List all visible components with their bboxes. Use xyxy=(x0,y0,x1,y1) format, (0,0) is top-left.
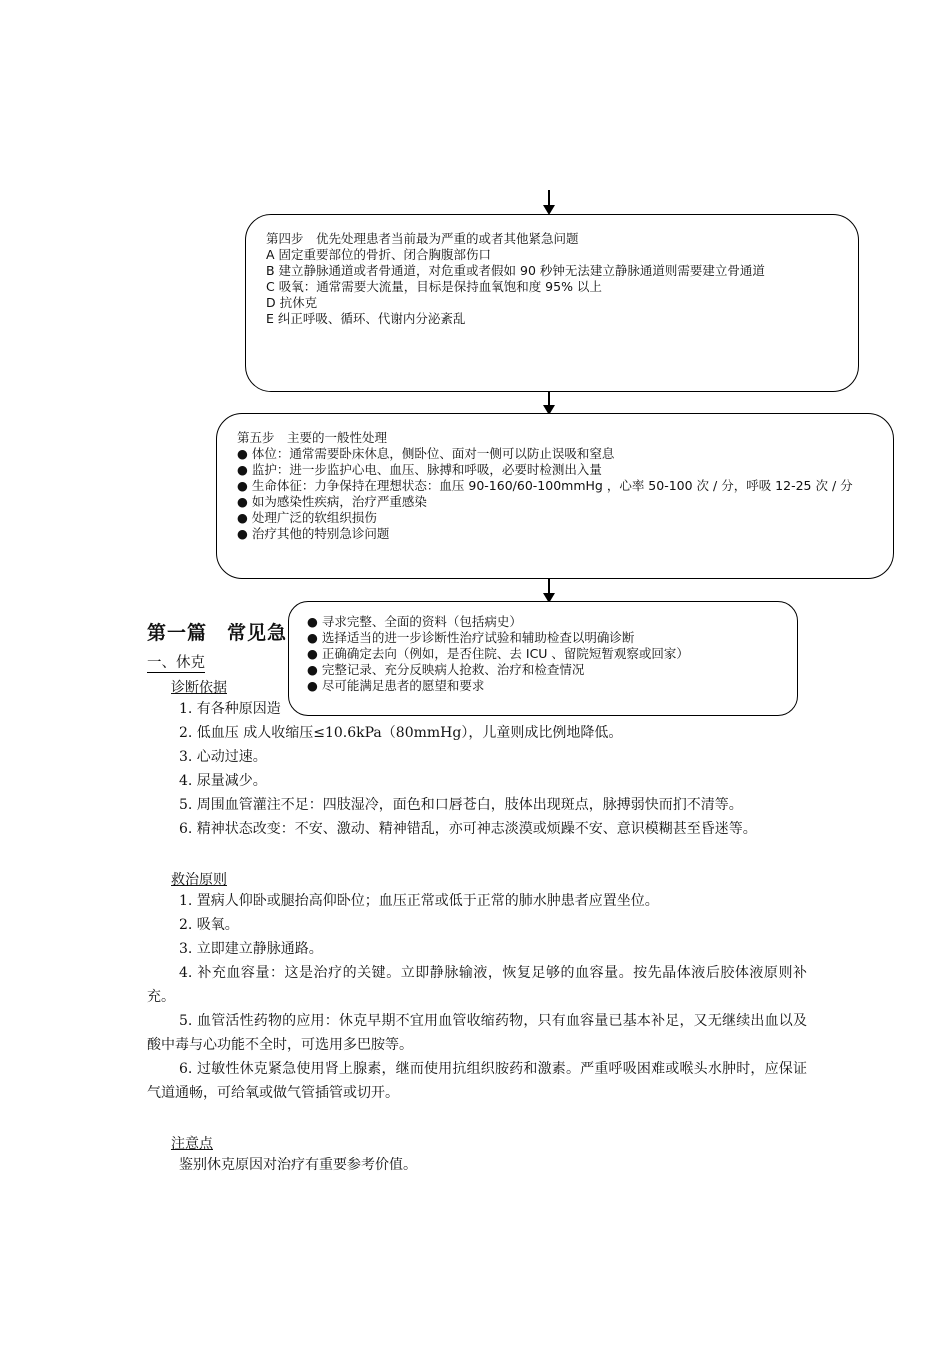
step5-title: 第五步 主要的一般性处理 xyxy=(237,430,388,445)
diagnosis-item: 1. 有各种原因造 xyxy=(179,701,281,717)
diagnosis-item: 3. 心动过速。 xyxy=(179,749,267,765)
flow-arrow-step5-to-step6 xyxy=(548,579,550,601)
diagnosis-item: 2. 低血压 成人收缩压≤10.6kPa（80mmHg），儿童则成比例地降低。 xyxy=(179,725,623,741)
part-heading: 第一篇 常见急 xyxy=(147,622,288,644)
step5-item: ● 处理广泛的软组织损伤 xyxy=(237,510,873,526)
step4-item: D 抗休克 xyxy=(266,295,318,310)
diagnosis-item: 6. 精神状态改变：不安、激动、精神错乱，亦可神志淡漠或烦躁不安、意识模糊甚至昏迷等。 xyxy=(179,821,757,837)
step4-item: B 建立静脉通道或者骨通道，对危重或者假如 90 秒钟无法建立静脉通道则需要建立骨通道 xyxy=(266,263,765,278)
step6-item: ● 寻求完整、全面的资料（包括病史） xyxy=(307,614,781,630)
treatment-title: 救治原则 xyxy=(171,872,227,888)
treatment-item: 1. 置病人仰卧或腿抬高仰卧位；血压正常或低于正常的肺水肿患者应置坐位。 xyxy=(179,893,659,909)
step4-box xyxy=(245,214,859,392)
diagnosis-item: 5. 周围血管灌注不足：四肢湿冷，面色和口唇苍白，肢体出现斑点，脉搏弱快而扪不清等。 xyxy=(179,797,743,813)
step6-item: ● 尽可能满足患者的愿望和要求 xyxy=(307,678,781,694)
step4-item: E 纠正呼吸、循环、代谢内分泌紊乱 xyxy=(266,311,466,326)
treatment-item: 6. 过敏性休克紧急使用肾上腺素，继而使用抗组织胺药和激素。严重呼吸困难或喉头水肿时，应保证气道通畅，可给氧或做气管插管或切开。 xyxy=(147,1061,807,1101)
step5-item: ● 体位：通常需要卧床休息，侧卧位、面对一侧可以防止误吸和窒息 xyxy=(237,446,873,462)
flow-arrow-step4-to-step5 xyxy=(548,392,550,413)
notes-text: 鉴别休克原因对治疗有重要参考价值。 xyxy=(179,1157,417,1173)
diagnosis-item: 4. 尿量减少。 xyxy=(179,773,267,789)
step5-box xyxy=(216,413,894,579)
step5-item: ● 监护：进一步监护心电、血压、脉搏和呼吸，必要时检测出入量 xyxy=(237,462,873,478)
flow-arrow-into-step4 xyxy=(548,190,550,213)
treatment-item: 3. 立即建立静脉通路。 xyxy=(179,941,323,957)
step6-item: ● 完整记录、充分反映病人抢救、治疗和检查情况 xyxy=(307,662,781,678)
step6-item: ● 正确确定去向（例如，是否住院、去 ICU 、留院短暂观察或回家） xyxy=(307,646,781,662)
step4-title: 第四步 优先处理患者当前最为严重的或者其他紧急问题 xyxy=(266,231,579,246)
step5-item: ● 生命体征：力争保持在理想状态：血压 90-160/60-100mmHg ，心率 50-100 次 / 分，呼吸 12-25 次 / 分 xyxy=(237,478,873,494)
step4-item: C 吸氧：通常需要大流量，目标是保持血氧饱和度 95% 以上 xyxy=(266,279,602,294)
diagnosis-title: 诊断依据 xyxy=(171,680,227,696)
section-title: 一、休克 xyxy=(147,651,205,673)
treatment-item: 5. 血管活性药物的应用：休克早期不宜用血管收缩药物，只有血容量已基本补足，又无继续出血以及酸中毒与心功能不全时，可选用多巴胺等。 xyxy=(147,1013,807,1053)
step5-item: ● 如为感染性疾病，治疗严重感染 xyxy=(237,494,873,510)
step4-item: A 固定重要部位的骨折、闭合胸腹部伤口 xyxy=(266,247,492,262)
step5-item: ● 治疗其他的特别急诊问题 xyxy=(237,526,873,542)
treatment-item: 4. 补充血容量：这是治疗的关键。立即静脉输液，恢复足够的血容量。按先晶体液后胶体液原则补充。 xyxy=(147,965,807,1005)
notes-title: 注意点 xyxy=(171,1136,213,1152)
treatment-item: 2. 吸氧。 xyxy=(179,917,239,933)
step6-box xyxy=(288,601,798,716)
step6-item: ● 选择适当的进一步诊断性治疗试验和辅助检查以明确诊断 xyxy=(307,630,781,646)
